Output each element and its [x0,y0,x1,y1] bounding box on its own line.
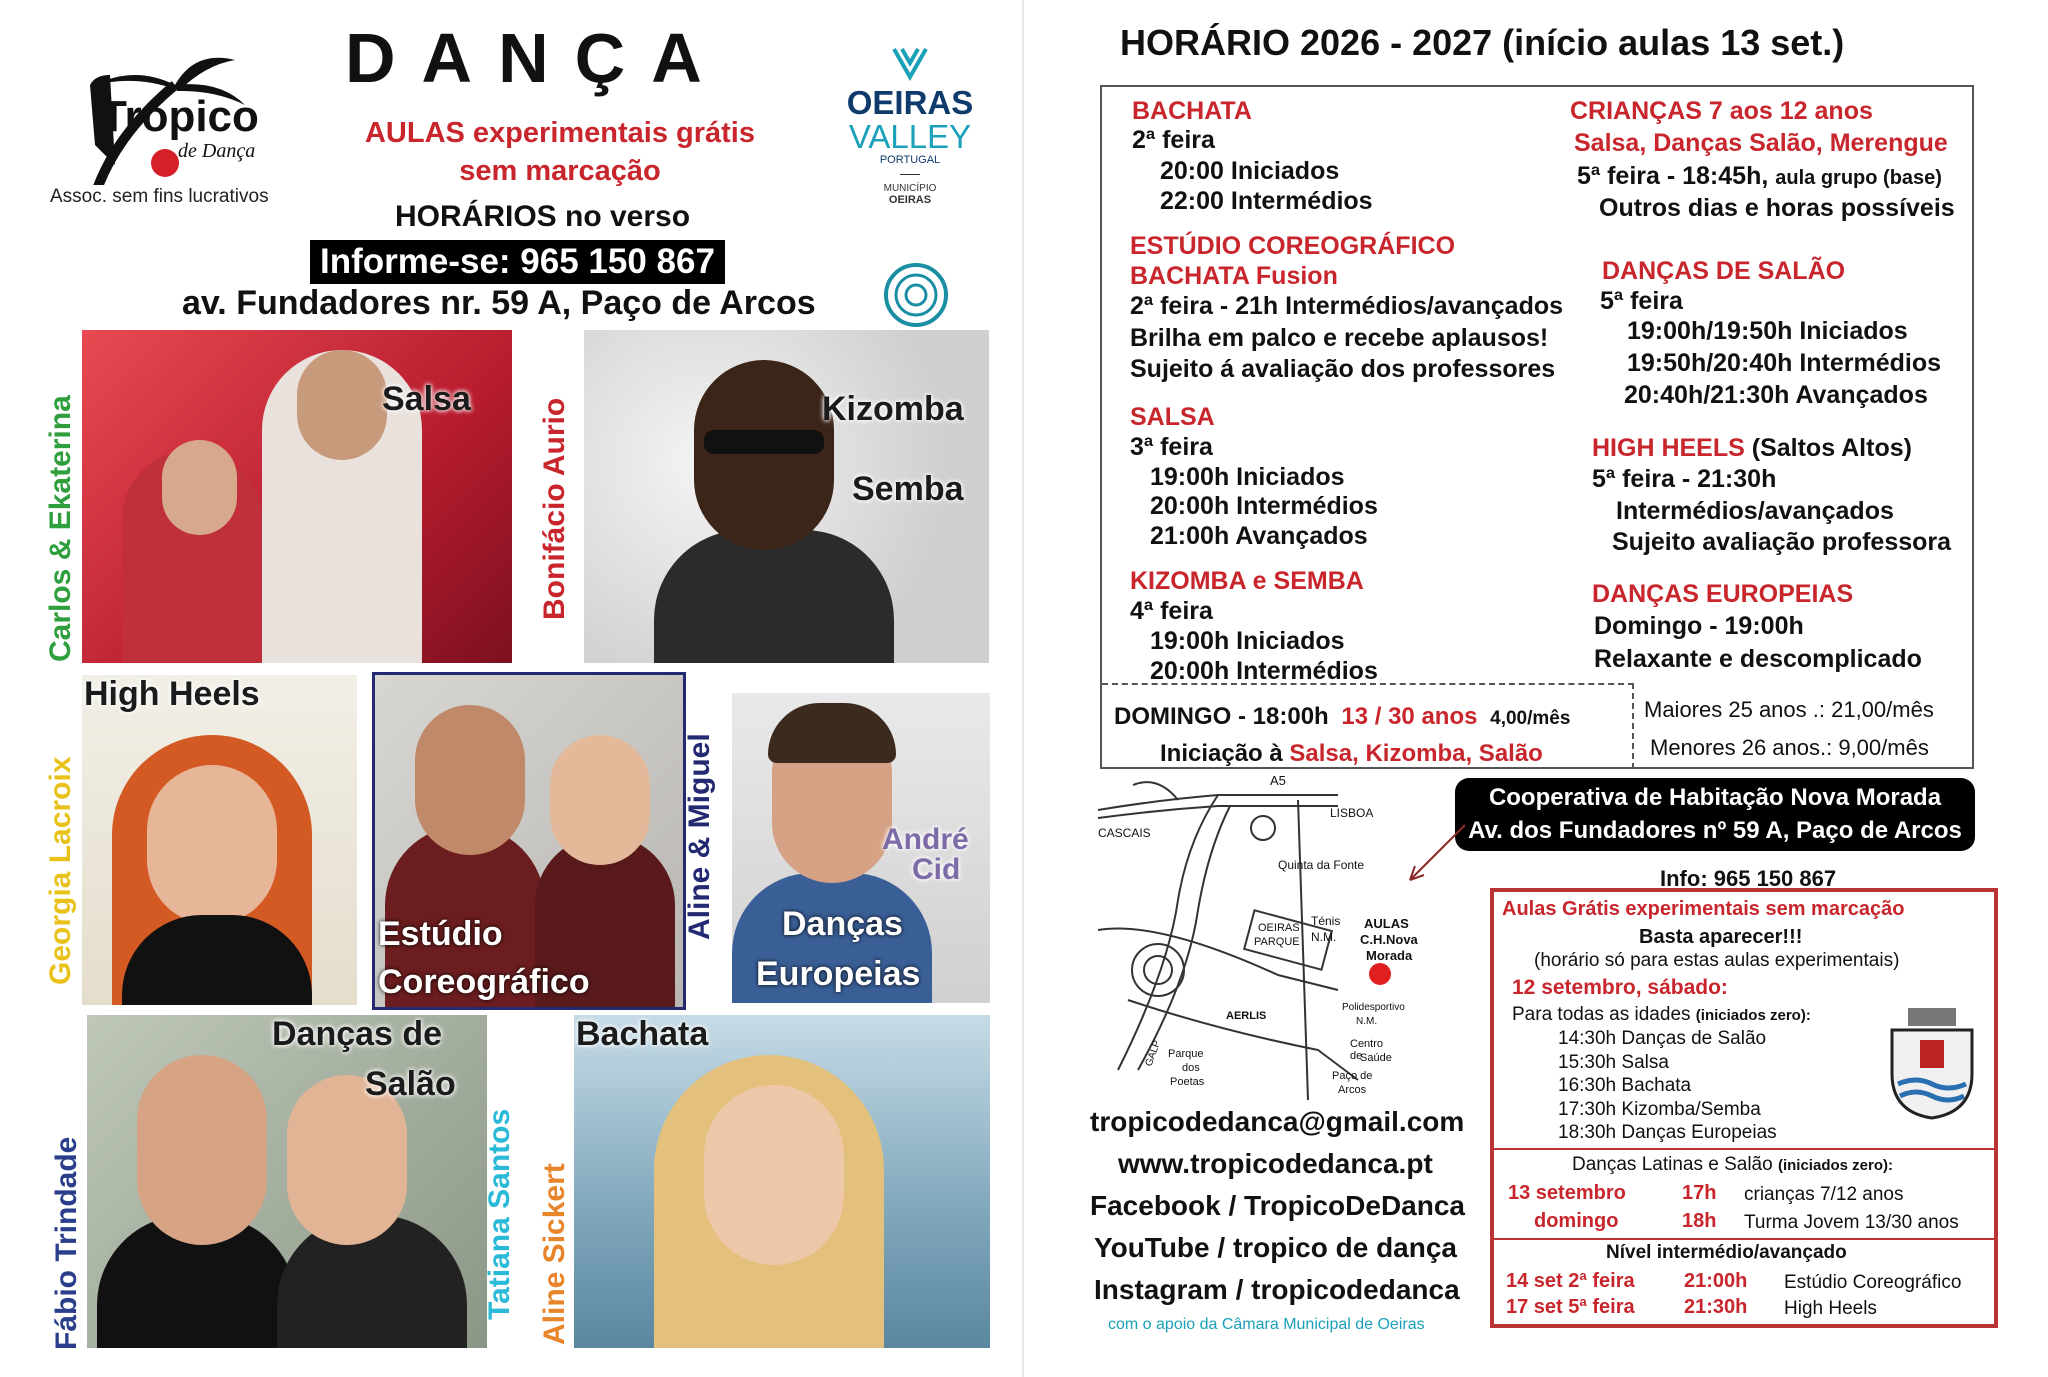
address: av. Fundadores nr. 59 A, Paço de Arcos [182,284,816,322]
photo-salao [87,1015,487,1348]
promo-row4-date: 17 set 5ª feira [1506,1296,1635,1318]
salao-caption-2: Salão [365,1065,456,1103]
location-map [1098,770,1418,1100]
contact-youtube[interactable]: YouTube / tropico de dança [1094,1232,1457,1263]
high-heels-caption: High Heels [84,675,260,713]
kizomba-time-1: 19:00h Iniciados [1150,627,1345,655]
promo-slot-2: 15:30h Salsa [1558,1052,1669,1073]
logo-name: Trópico [100,92,259,141]
domingo-desc-a: Iniciação à [1160,740,1283,767]
horarios-line: HORÁRIOS no verso [395,200,691,233]
promo-row1-date: 13 setembro [1508,1182,1626,1204]
valley-line-1: OEIRAS [846,84,974,121]
kizomba-heading: KIZOMBA e SEMBA [1130,567,1364,595]
salsa-day: 3ª feira [1130,433,1213,461]
bachata-time-1: 20:00 Iniciados [1160,157,1340,185]
high-heels-instructor: Georgia Lacroix [44,756,77,985]
criancas-time [1577,162,1942,191]
promo-nota: (horário só para estas aulas experimentais) [1534,950,1900,971]
criancas-styles: Salsa, Danças Salão, Merengue [1574,129,1948,157]
photo-salsa [82,330,512,663]
salao-time-2: 19:50h/20:40h Intermédios [1627,349,1942,377]
map-tenis-2: N.M. [1311,930,1337,944]
map-poli-1: Polidesportivo [1342,1002,1405,1013]
bachata-day: 2ª feira [1132,126,1215,154]
heels-note: Sujeito avaliação professora [1612,528,1952,556]
photo-kizomba [584,330,989,663]
salao-time-3: 20:40h/21:30h Avançados [1624,381,1928,409]
criancas-note: Outros dias e horas possíveis [1599,194,1955,222]
salsa-caption: Salsa [382,380,471,418]
domingo-price: 4,00/mês [1490,708,1571,729]
free-classes-box [1490,888,1998,1328]
domingo-desc [1160,740,1543,768]
promo-latinas [1572,1154,1893,1176]
map-centro-2: Saúde [1360,1052,1392,1064]
promo-todas-a: Para todas as idades [1512,1004,1691,1025]
promo-nivel: Nível intermédio/avançado [1606,1242,1847,1263]
estudio-note-1: Brilha em palco e recebe aplausos! [1130,324,1549,352]
estudio-caption-2: Coreográfico [378,963,590,1001]
photo-europeias [732,693,990,1003]
info-phone: Info: 965 150 867 [1660,866,1837,891]
photo-bachata [574,1015,990,1348]
heels-heading-note: (Saltos Altos) [1751,434,1912,462]
contact-email[interactable]: tropicodedanca@gmail.com [1090,1106,1465,1137]
map-oeiras-1: OEIRAS [1258,922,1300,934]
map-galp: GALP [1143,1039,1164,1068]
map-lisboa: LISBOA [1330,806,1374,820]
valley-line-2: VALLEY [848,118,972,155]
map-parque-2: dos [1182,1062,1200,1074]
bachata-heading: BACHATA [1132,97,1252,125]
estudio-instructors: Aline & Miguel [683,733,716,940]
promo-basta: Basta aparecer!!! [1639,926,1803,948]
promo-slot-5: 18:30h Danças Europeias [1558,1122,1777,1143]
valley-line-3: PORTUGAL [879,154,941,166]
kizomba-instructor: Bonifácio Aurio [538,397,571,620]
map-poli-2: N.M. [1356,1016,1378,1027]
promo-latinas-a: Danças Latinas e Salão [1572,1154,1773,1175]
contact-website[interactable]: www.tropicodedanca.pt [1118,1148,1433,1179]
promo-line-2: sem marcação [459,155,661,187]
map-paco-1: Paço de [1332,1070,1373,1082]
kizomba-caption: Kizomba [822,390,964,428]
promo-latinas-b: (iniciados zero): [1777,1157,1893,1174]
coop-address: Av. dos Fundadores nº 59 A, Paço de Arcos [1468,817,1962,844]
salsa-time-2: 20:00h Intermédios [1150,492,1378,520]
map-aerlis: AERLIS [1226,1010,1267,1022]
salao-caption-1: Danças de [272,1015,443,1053]
coat-of-arms-icon [1886,1004,1978,1120]
bachata-instructor: Aline Sickert [538,1163,571,1345]
logo-tagline: Assoc. sem fins lucrativos [50,186,269,207]
panel-divider [1022,0,1024,1377]
criancas-heading: CRIANÇAS 7 aos 12 anos [1570,97,1873,125]
domingo-row [1114,703,1570,731]
estudio-caption-1: Estúdio [378,915,503,953]
salao-time-1: 19:00h/19:50h Iniciados [1627,317,1908,345]
promo-row3-time: 21:00h [1684,1270,1748,1292]
europeias-time: Domingo - 19:00h [1594,612,1804,640]
domingo-age: 13 / 30 anos [1341,703,1478,730]
estudio-heading-2: BACHATA Fusion [1130,262,1338,290]
promo-heading: Aulas Grátis experimentais sem marcação [1502,898,1905,920]
valley-line-5: OEIRAS [888,194,932,206]
promo-row3-class: Estúdio Coreográfico [1784,1272,1962,1293]
promo-row4-time: 21:30h [1684,1296,1748,1318]
promo-row2-date: domingo [1534,1210,1619,1232]
heels-time: 5ª feira - 21:30h [1592,465,1777,493]
map-tenis-1: Ténis [1311,914,1341,928]
europeias-instructor-1: André [882,823,969,856]
map-quinta: Quinta da Fonte [1278,858,1365,872]
europeias-caption-1: Danças [782,905,903,943]
map-aulas-1: AULAS [1364,916,1409,931]
europeias-heading: DANÇAS EUROPEIAS [1592,580,1854,608]
schedule-box [1100,85,1974,769]
coop-address-box [1455,778,1975,851]
promo-todas [1512,1004,1811,1026]
promo-row1-time: 17h [1682,1182,1717,1204]
map-oeiras-2: PARQUE [1254,936,1300,948]
promo-slot-4: 17:30h Kizomba/Semba [1558,1099,1761,1120]
page-title: DANÇA [345,19,728,97]
estudio-time: 2ª feira - 21h Intermédios/avançados [1130,292,1564,320]
domingo-time: DOMINGO - 18:00h [1114,703,1329,730]
europeias-note: Relaxante e descomplicado [1594,645,1922,673]
estudio-note-2: Sujeito á avaliação dos professores [1130,355,1556,383]
heels-heading: HIGH HEELS [1592,434,1745,462]
coop-name: Cooperativa de Habitação Nova Morada [1488,784,1942,811]
map-centro-1: Centro de [1350,1038,1384,1062]
valley-line-4: MUNICÍPIO [883,183,937,194]
heels-heading-row [1592,434,1912,463]
salsa-heading: SALSA [1130,403,1215,431]
europeias-instructor-2: Cid [912,853,961,886]
photo-estudio [372,672,686,1010]
promo-row1-class: crianças 7/12 anos [1744,1184,1904,1205]
contact-phone: Informe-se: 965 150 867 [310,240,725,284]
criancas-time-a: 5ª feira - 18:45h, [1577,162,1769,190]
promo-line-1: AULAS experimentais grátis [364,117,755,149]
schedule-title: HORÁRIO 2026 - 2027 (início aulas 13 set.) [1120,22,1845,63]
pointer-arrow-icon [1405,820,1475,890]
contact-facebook[interactable]: Facebook / TropicoDeDanca [1090,1190,1465,1221]
bachata-caption: Bachata [576,1015,709,1053]
map-parque-1: Parque [1168,1048,1204,1060]
salao-instructor-a: Fábio Trindade [50,1136,83,1350]
semba-caption: Semba [852,470,964,508]
criancas-time-b: aula grupo (base) [1775,167,1942,189]
price-over-25: Maiores 25 anos .: 21,00/mês [1644,697,1934,722]
salsa-time-3: 21:00h Avançados [1150,522,1368,550]
estudio-heading-1: ESTÚDIO COREOGRÁFICO [1130,232,1456,260]
valley-v-icon [890,45,930,81]
promo-slot-1: 14:30h Danças de Salão [1558,1028,1767,1049]
support-note: com o apoio da Câmara Municipal de Oeiras [1108,1316,1425,1333]
map-a5: A5 [1270,773,1286,788]
europeias-caption-2: Europeias [756,955,921,993]
promo-slot-3: 16:30h Bachata [1558,1075,1692,1096]
oeiras-valley-logo [835,45,985,206]
promo-row4-class: High Heels [1784,1298,1877,1319]
promo-row3-date: 14 set 2ª feira [1506,1270,1635,1292]
map-cascais: CASCAIS [1098,826,1151,840]
kizomba-time-2: 20:00h Intermédios [1150,657,1378,685]
salsa-time-1: 19:00h Iniciados [1150,463,1345,491]
contact-instagram[interactable]: Instagram / tropicodedanca [1094,1274,1460,1305]
bachata-time-2: 22:00 Intermédios [1160,187,1373,215]
map-paco-2: Arcos [1338,1084,1367,1096]
promo-dia: 12 setembro, sábado: [1512,976,1728,999]
salao-day: 5ª feira [1600,287,1683,315]
map-parque-3: Poetas [1170,1076,1205,1088]
promo-row2-class: Turma Jovem 13/30 anos [1744,1212,1959,1233]
promo-row2-time: 18h [1682,1210,1717,1232]
photo-high-heels [82,675,357,1005]
map-aulas-3: Morada [1366,948,1413,963]
salsa-instructors: Carlos & Ekaterina [44,395,77,662]
salao-instructor-b: Tatiana Santos [483,1108,516,1320]
kizomba-day: 4ª feira [1130,597,1213,625]
map-aulas-2: C.H.Nova [1360,932,1418,947]
salao-heading: DANÇAS DE SALÃO [1602,257,1846,285]
heels-level: Intermédios/avançados [1616,497,1894,525]
domingo-desc-b: Salsa, Kizomba, Salão [1289,740,1543,767]
cultura-circle-icon [881,260,951,330]
promo-todas-b: (iniciados zero): [1695,1007,1811,1024]
price-under-26: Menores 26 anos.: 9,00/mês [1650,735,1929,760]
logo-sub: de Dança [178,140,256,162]
